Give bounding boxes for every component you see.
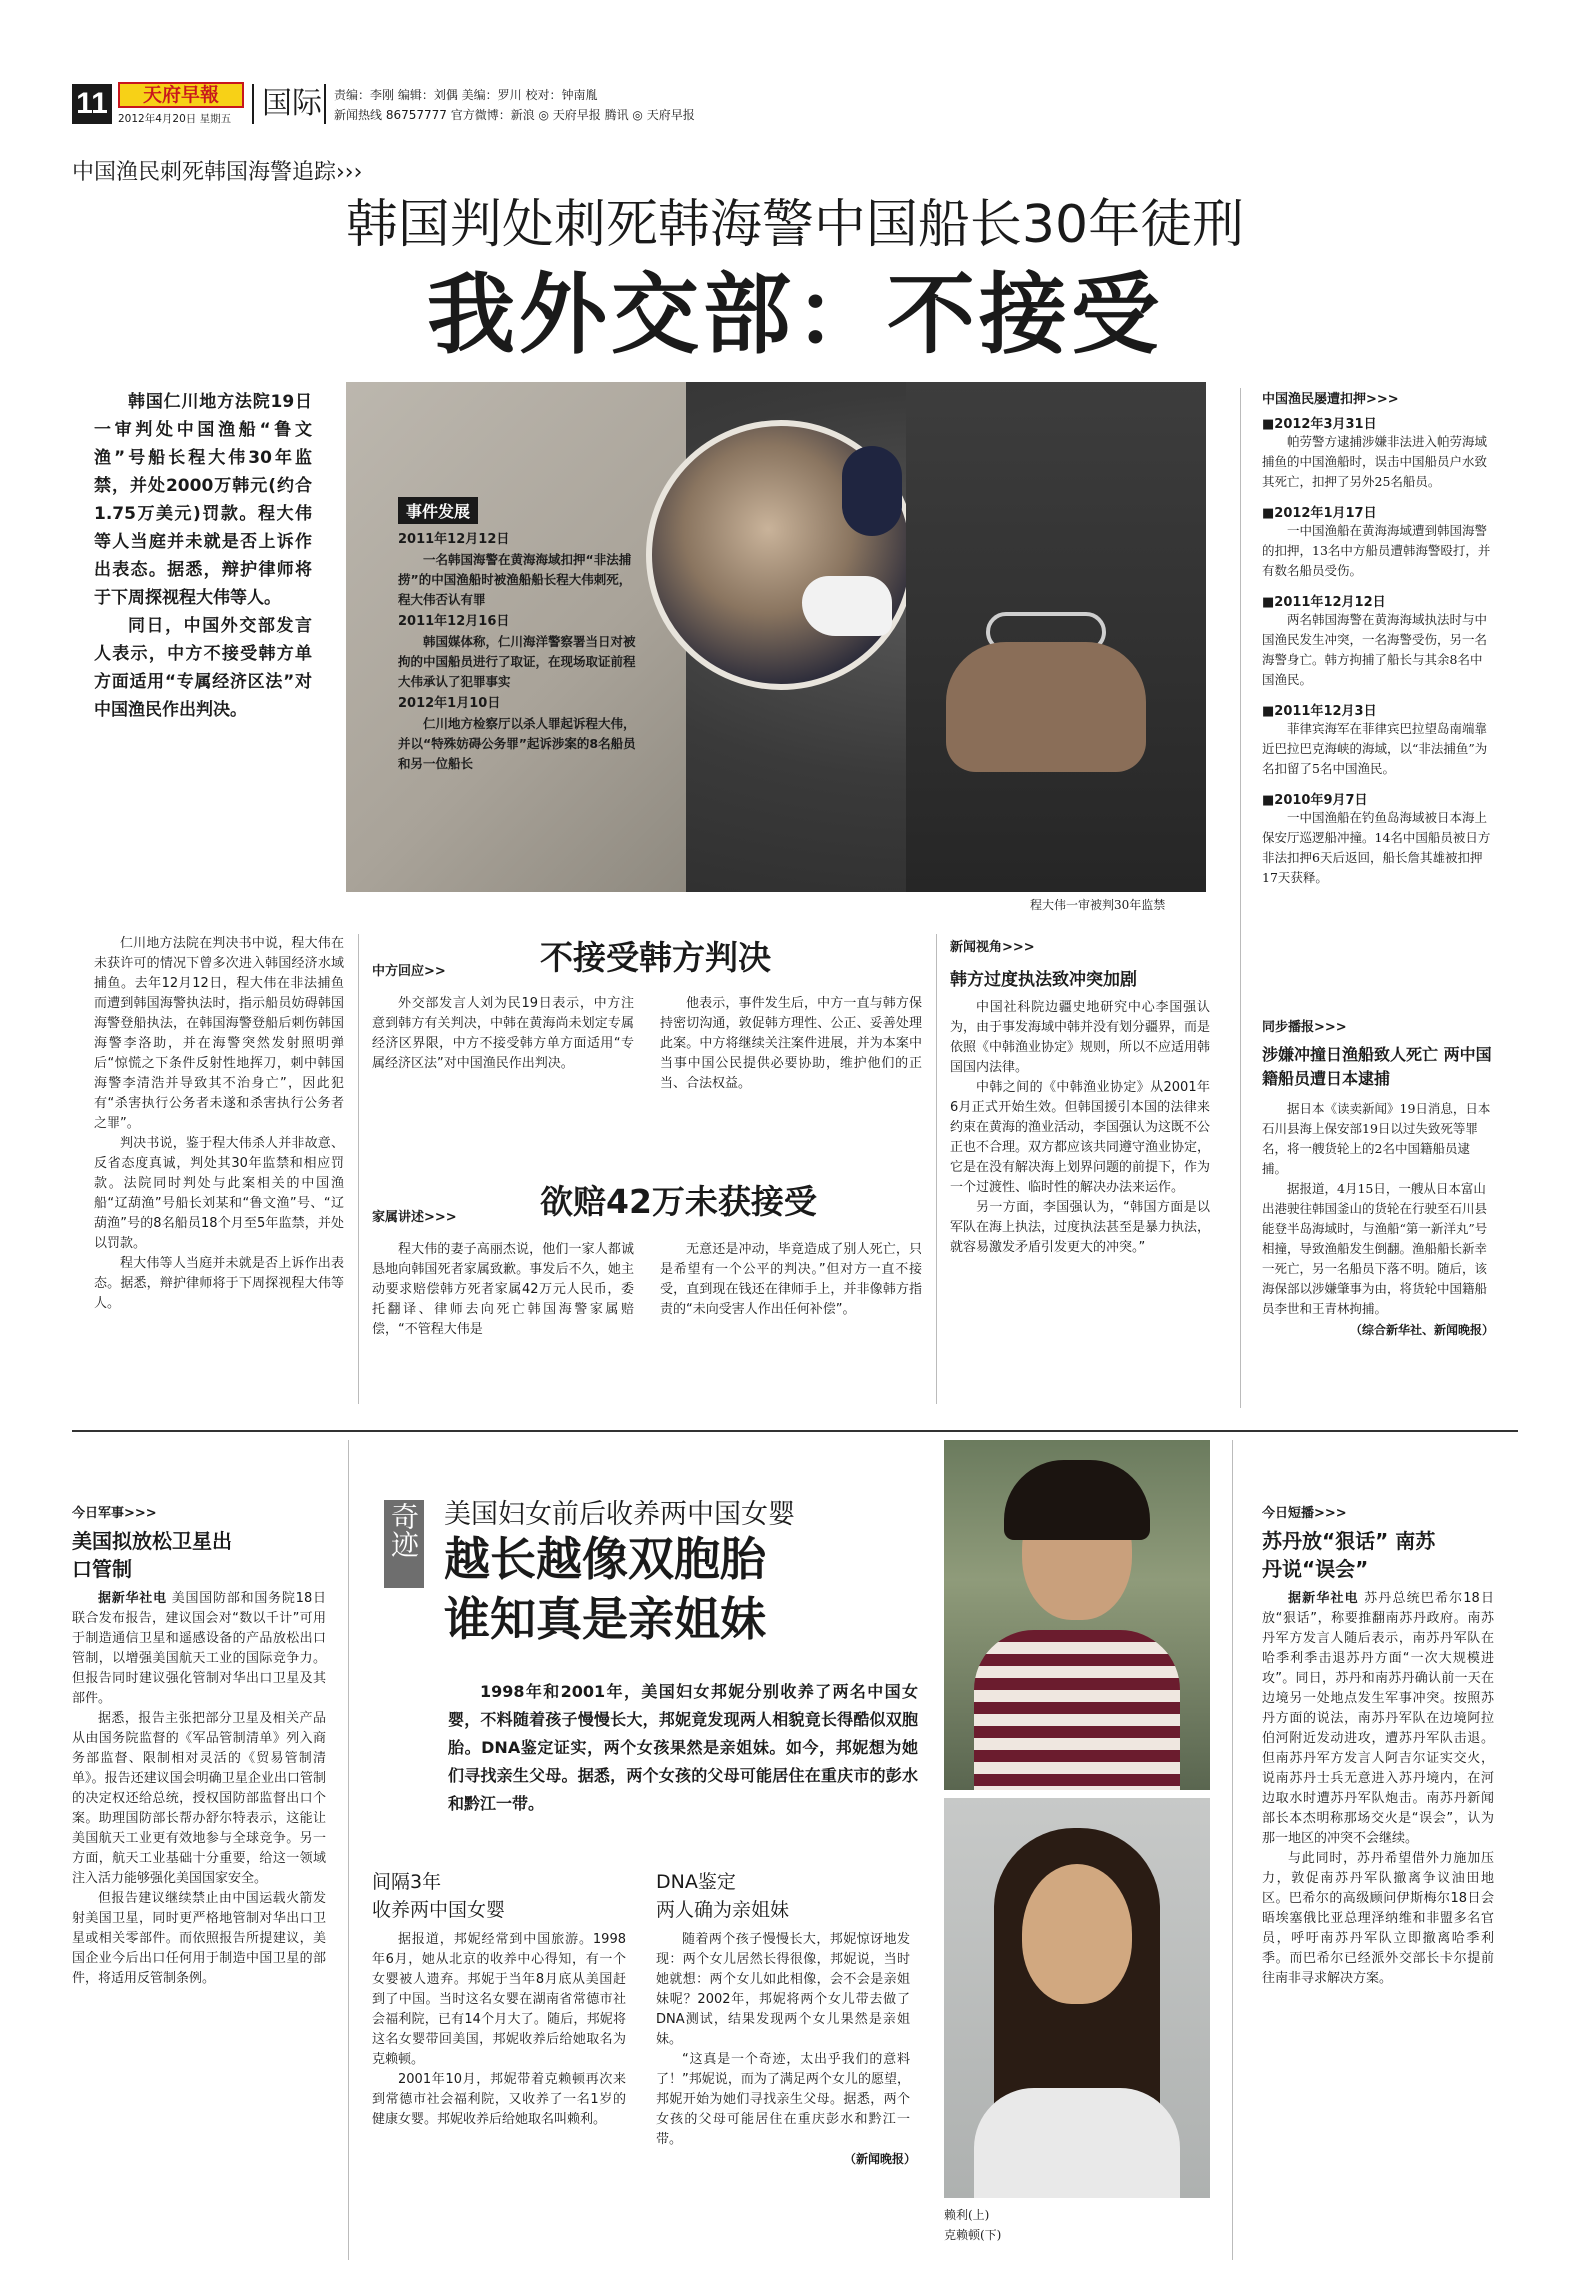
- sidebar-title: 中国渔民屡遭扣押>>>: [1262, 392, 1399, 407]
- story-paragraph: “这真是一个奇迹，太出乎我们的意料了！”邦妮说，而为了满足两个女儿的愿望，邦妮开始为她们寻找亲生父母。据悉，两个女孩的父母可能居住在重庆彭水和黔江一带。: [656, 2052, 910, 2147]
- badge-text: 奇迹: [387, 1502, 420, 1558]
- detained-text: 两名韩国海警在黄海海域执法时与中国渔民发生冲突，一名海警受伤，另一名海警身亡。韩方拘捕了船长与其余8名中国渔民。: [1262, 612, 1488, 687]
- sidebar-japan-title: 涉嫌冲撞日渔船致人死亡 两中国籍船员遭日本逮捕: [1262, 1045, 1492, 1088]
- detained-text: 一中国渔船在黄海海域遭到韩国海警的扣押，13名中方船员遭韩海警殴打，并有数名船员受伤。: [1262, 523, 1491, 578]
- section-paragraph: 程大伟的妻子高丽杰说，他们一家人都诚恳地向韩国死者家属致歉。事发后不久，她主动要求赔偿韩方死者家属42万元人民币，委托翻译、律师去向死亡韩国海警家属赔偿，“不管程大伟是: [372, 1242, 634, 1337]
- section-divider: [72, 1430, 1518, 1432]
- twins-headline: 越长越像双胞胎: [444, 1532, 766, 1586]
- lead-photo: [346, 382, 1206, 892]
- timeline-title: 事件发展: [398, 497, 478, 524]
- kicker: 中国渔民刺死韩国海警追踪›››: [72, 160, 363, 185]
- timeline-date: 2012年1月10日: [398, 696, 501, 711]
- lead-intro: [94, 388, 312, 768]
- photo-caption: 赖利(上): [944, 2208, 990, 2222]
- dateline: 据新华社电: [1288, 1591, 1359, 1606]
- sudan-story: [1262, 1502, 1494, 2202]
- sidebar-paragraph: 据报道，4月15日，一艘从日本富山出港驶往韩国釜山的货轮在行驶至石川县能登半岛海域时，与渔船“第一新洋丸”号相撞，导致渔船发生倒翻。渔船船长新幸一死亡，另一名船员下落不明。随后，该海保部以涉嫌肇事为由，将货轮中国籍船员李世和王青林拘捕。: [1262, 1181, 1488, 1316]
- detained-item: [1262, 789, 1494, 888]
- timeline-date: 2011年12月16日: [398, 614, 510, 629]
- credits-line: 责编：李刚 编辑：刘偶 美编：罗川 校对：钟南胤: [334, 88, 598, 102]
- column-rule: [936, 934, 937, 1404]
- sudan-tag: 今日短播>>>: [1262, 1506, 1347, 1521]
- intro-paragraph: 1998年和2001年，美国妇女邦妮分别收养了两名中国女婴，不料随着孩子慢慢长大，邦妮竟发现两人相貌竟长得酷似双胞胎。DNA鉴定证实，两个女孩果然是亲姐妹。如今，邦妮想为她们寻找亲生父母。据悉，两个女孩的父母可能居住在重庆市的彭水和黔江一带。: [448, 1682, 918, 1813]
- section-tag: 家属讲述>>>: [372, 1210, 457, 1225]
- paper-logo: [118, 82, 244, 126]
- timeline-list: [398, 530, 638, 774]
- subhead: 收养两中国女婴: [372, 1899, 506, 1921]
- view-title: 韩方过度执法致冲突加剧: [950, 970, 1137, 990]
- view-paragraph: 另一方面，李国强认为，“韩国方面是以军队在海上执法，过度执法甚至是暴力执法，就容易激发矛盾引发更大的冲突。”: [950, 1200, 1210, 1255]
- military-title: 美国拟放松卫星出口管制: [72, 1529, 232, 1581]
- section-name: 国际: [262, 86, 322, 121]
- twins-intro: [448, 1678, 918, 1848]
- view-paragraph: 中韩之间的《中韩渔业协定》从2001年6月正式开始生效。但韩国援引本国的法律来约束在黄海的渔业活动，李国强认为这既不公正也不合理。双方都应该共同遵守渔业协定，它是在没有解决海上划界问题的前提下，作为一个过渡性、临时性的解决办法来运作。: [950, 1080, 1210, 1195]
- hotline-line: 新闻热线 86757777 官方微博：新浪 ◎ 天府早报 腾讯 ◎ 天府早报: [334, 108, 695, 122]
- timeline-date: 2011年12月12日: [398, 532, 510, 547]
- column-rule: [358, 934, 359, 1404]
- twins-sub2: [656, 1868, 916, 2228]
- news-view: [950, 936, 1210, 1396]
- twins-sub1: [372, 1868, 632, 2228]
- detained-date: ■2010年9月7日: [1262, 793, 1368, 808]
- timeline-box: [398, 497, 638, 867]
- twins-subhead: 美国妇女前后收养两中国女婴: [444, 1499, 795, 1530]
- sidebar-japan: [1262, 1016, 1494, 1416]
- subhead: 两人确为亲姐妹: [656, 1899, 790, 1921]
- section-tag: 中方回应>>: [372, 964, 446, 979]
- section-col: [660, 994, 922, 1164]
- view-paragraph: 中国社科院边疆史地研究中心李国强认为，由于事发海域中韩并没有划分疆界，而是依照《中韩渔业协定》规则，所以不应适用韩国国内法律。: [950, 1000, 1210, 1075]
- detained-item: [1262, 700, 1494, 779]
- column-rule: [1232, 1440, 1233, 2260]
- column-rule: [348, 1440, 349, 2260]
- sudan-title: 苏丹放“狠话” 南苏丹说“误会”: [1262, 1529, 1436, 1581]
- timeline-text: 韩国媒体称，仁川海洋警察署当日对被拘的中国船员进行了取证，在现场取证前程大伟承认了犯罪事实: [398, 634, 636, 689]
- military-story: [72, 1502, 326, 2202]
- section-col: [372, 994, 634, 1164]
- divider: [324, 84, 326, 124]
- subhead: 间隔3年: [372, 1871, 442, 1893]
- detained-list: [1262, 413, 1494, 888]
- lead-body-col1: [94, 934, 344, 1414]
- twins-badge: [384, 1500, 424, 1588]
- paper-name: 天府早報: [142, 84, 219, 106]
- body-paragraph: 程大伟等人当庭并未就是否上诉作出表态。据悉，辩护律师将于下周探视程大伟等人。: [94, 1256, 344, 1311]
- detained-date: ■2012年3月31日: [1262, 417, 1377, 432]
- section-col: [372, 1240, 634, 1390]
- section-paragraph: 外交部发言人刘为民19日表示，中方注意到韩方有关判决，中韩在黄海尚未划定专属经济区界限，中方不接受韩方单方面适用“专属经济区法”对中国渔民作出判决。: [372, 996, 634, 1071]
- timeline-text: 仁川地方检察厅以杀人罪起诉程大伟，并以“特殊妨碍公务罪”起诉涉案的8名船员和另一位船长: [398, 716, 636, 771]
- divider: [252, 84, 254, 124]
- military-paragraph: 但报告建议继续禁止由中国运载火箭发射美国卫星，同时更严格地管制对华出口卫星或相关零部件。而依照报告所提建议，美国企业今后出口任何用于制造中国卫星的部件，将适用反管制条例。: [72, 1891, 326, 1986]
- source-note: （新闻晚报）: [843, 2152, 916, 2166]
- view-tag: 新闻视角>>>: [950, 940, 1035, 955]
- detained-date: ■2012年1月17日: [1262, 506, 1377, 521]
- detained-date: ■2011年12月12日: [1262, 595, 1386, 610]
- sidebar-paragraph: 据日本《读卖新闻》19日消息，日本石川县海上保安部19日以过失致死等罪名，将一艘货轮上的2名中国籍船员逮捕。: [1262, 1101, 1491, 1176]
- story-paragraph: 2001年10月，邦妮带着克赖顿再次来到常德市社会福利院，又收养了一名1岁的健康女婴。邦妮收养后给她取名叫赖利。: [372, 2072, 626, 2127]
- body-paragraph: 判决书说，鉴于程大伟杀人并非故意、反省态度真诚，判处其30年监禁和相应罚款。法院同时判处与此案相关的中国渔船“辽葫渔”号船长刘某和“鲁文渔”号、“辽葫渔”号的8名船员18个月至5年监禁，并处以罚款。: [94, 1136, 344, 1251]
- striped-shirt: [974, 1630, 1180, 1790]
- issue-date: 2012年4月20日 星期五: [118, 113, 232, 125]
- military-tag: 今日军事>>>: [72, 1506, 157, 1521]
- photo-caption: 程大伟一审被判30年监禁: [1030, 898, 1166, 912]
- section-paragraph: 他表示，事件发生后，中方一直与韩方保持密切沟通，敦促韩方理性、公正、妥善处理此案。中方将继续关注案件进展，并为本案中当事中国公民提供必要协助，维护他们的正当、合法权益。: [660, 996, 922, 1091]
- page-number: 11: [72, 84, 112, 124]
- detained-date: ■2011年12月3日: [1262, 704, 1377, 719]
- inset-portrait: [646, 420, 916, 690]
- section-col: [660, 1240, 922, 1390]
- subhead: DNA鉴定: [656, 1871, 736, 1893]
- section-title: 不接受韩方判决: [540, 938, 771, 977]
- headline: 韩国判处刺死韩海警中国船长30年徒刑: [345, 195, 1245, 255]
- sudan-paragraph: 与此同时，苏丹希望借外力施加压力，敦促南苏丹军队撤离争议油田地区。巴希尔的高级顾问伊斯梅尔18日会晤埃塞俄比亚总理泽纳维和非盟多名官员，呼吁南苏丹军队立即撤离哈季利季。而巴希尔已经派外交部长卡尔提前往南非寻求解决方案。: [1262, 1851, 1494, 1986]
- military-paragraph: 据悉，报告主张把部分卫星及相关产品从由国务院监督的《军品管制清单》列入商务部监督、限制相对灵活的《贸易管制清单》。报告还建议国会明确卫星企业出口管制的决定权还给总统，授权国防部监督出口个案。助理国防部长帮办舒尔特表示，这能让美国航天工业更有效地参与全球竞争。另一方面，航天工业基础十分重要，给这一领域注入活力能够强化美国国家安全。: [72, 1711, 326, 1886]
- story-paragraph: 据报道，邦妮经常到中国旅游。1998年6月，她从北京的收养中心得知，有一个女婴被人遗弃。邦妮于当年8月底从美国赶到了中国。当时这名女婴在湖南省常德市社会福利院，已有14个月大了。随后，邦妮将这名女婴带回美国，邦妮收养后给她取名为克赖顿。: [372, 1932, 626, 2067]
- section-paragraph: 无意还是冲动，毕竟造成了别人死亡，只是希望有一个公平的判决。”但对方一直不接受，直到现在钱还在律师手上，并非像韩方指责的“未向受害人作出任何补偿”。: [660, 1242, 922, 1317]
- masthead: [72, 80, 1522, 130]
- photo-riley: [944, 1440, 1210, 1790]
- detained-item: [1262, 591, 1494, 690]
- sidebar-tag: 同步播报>>>: [1262, 1020, 1347, 1035]
- military-paragraph: 美国国防部和国务院18日联合发布报告，建议国会对“数以千计”可用于制造通信卫星和遥感设备的产品放松出口管制，以增强美国航天工业的国际竞争力。但报告同时建议强化管制对华出口卫星及其部件。: [72, 1591, 326, 1706]
- detained-item: [1262, 413, 1494, 492]
- detained-text: 一中国渔船在钓鱼岛海域被日本海上保安厅巡逻船冲撞。14名中国船员被日方非法扣押6天后返回，船长詹其雄被扣押17天获释。: [1262, 810, 1491, 885]
- intro-paragraph: 韩国仁川地方法院19日一审判处中国渔船“鲁文渔”号船长程大伟30年监禁，并处2000万韩元(约合1.75万美元)罚款。程大伟等人当庭并未就是否上诉作出表态。据悉，辩护律师将于下周探视程大伟等人。: [94, 392, 312, 608]
- detained-item: [1262, 502, 1494, 581]
- intro-paragraph: 同日，中国外交部发言人表示，中方不接受韩方单方面适用“专属经济区法”对中国渔民作出判决。: [94, 616, 312, 720]
- dateline: 据新华社电: [98, 1591, 167, 1606]
- story-paragraph: 随着两个孩子慢慢长大，邦妮惊讶地发现：两个女儿居然长得很像，邦妮说，当时她就想：两个女儿如此相像，会不会是亲姐妹呢？2002年，邦妮将两个女儿带去做了DNA测试，结果发现两个女儿果然是亲姐妹。: [656, 1932, 910, 2047]
- body-paragraph: 仁川地方法院在判决书中说，程大伟在未获许可的情况下曾多次进入韩国经济水域捕鱼。去年12月12日，程大伟在非法捕鱼而遭到韩国海警执法时，指示船员妨碍韩国海警登船执法，在韩国海警登船后刺伤韩国海警李洛助，并在海警突然发射照明弹后“惊慌之下条件反射性地挥刀，刺中韩国海警李清浩并导致其不治身亡”，因此犯有“杀害执行公务者未遂和杀害执行公务者之罪”。: [94, 936, 344, 1131]
- photo-kreighton: [944, 1798, 1210, 2198]
- timeline-text: 一名韩国海警在黄海海域扣押“非法捕捞”的中国渔船时被渔船船长程大伟刺死，程大伟否认有罪: [398, 552, 632, 607]
- column-rule: [1240, 388, 1241, 1408]
- twins-headline: 谁知真是亲姐妹: [444, 1592, 766, 1646]
- source-note: （综合新华社、新闻晚报）: [1349, 1323, 1494, 1337]
- main-headline: 我外交部：不接受: [426, 262, 1163, 366]
- detained-text: 菲律宾海军在菲律宾巴拉望岛南端靠近巴拉巴克海峡的海域，以“非法捕鱼”为名扣留了5名中国渔民。: [1262, 721, 1488, 776]
- photo-caption: 克赖顿(下): [944, 2228, 1002, 2242]
- detained-text: 帕劳警方逮捕涉嫌非法进入帕劳海域捕鱼的中国渔船时，误击中国船员户水致其死亡，扣押了另外25名船员。: [1262, 434, 1488, 489]
- sidebar-detained: [1262, 388, 1494, 978]
- section-title: 欲赔42万未获接受: [540, 1182, 817, 1221]
- sudan-paragraph: 苏丹总统巴希尔18日放“狠话”，称要推翻南苏丹政府。南苏丹军方发言人随后表示，南苏丹军队在哈季利季击退苏丹方面“一次大规模进攻”。同日，苏丹和南苏丹确认前一天在边境另一处地点发生军事冲突。按照苏丹方面的说法，南苏丹军队在边境阿拉伯河附近发动进攻，遭苏丹军队击退。但南苏丹军方发言人阿吉尔证实交火，说南苏丹士兵无意进入苏丹境内，在河边取水时遭苏丹军队炮击。南苏丹新闻部长本杰明称那场交火是“误会”，认为那一地区的冲突不会继续。: [1262, 1591, 1494, 1846]
